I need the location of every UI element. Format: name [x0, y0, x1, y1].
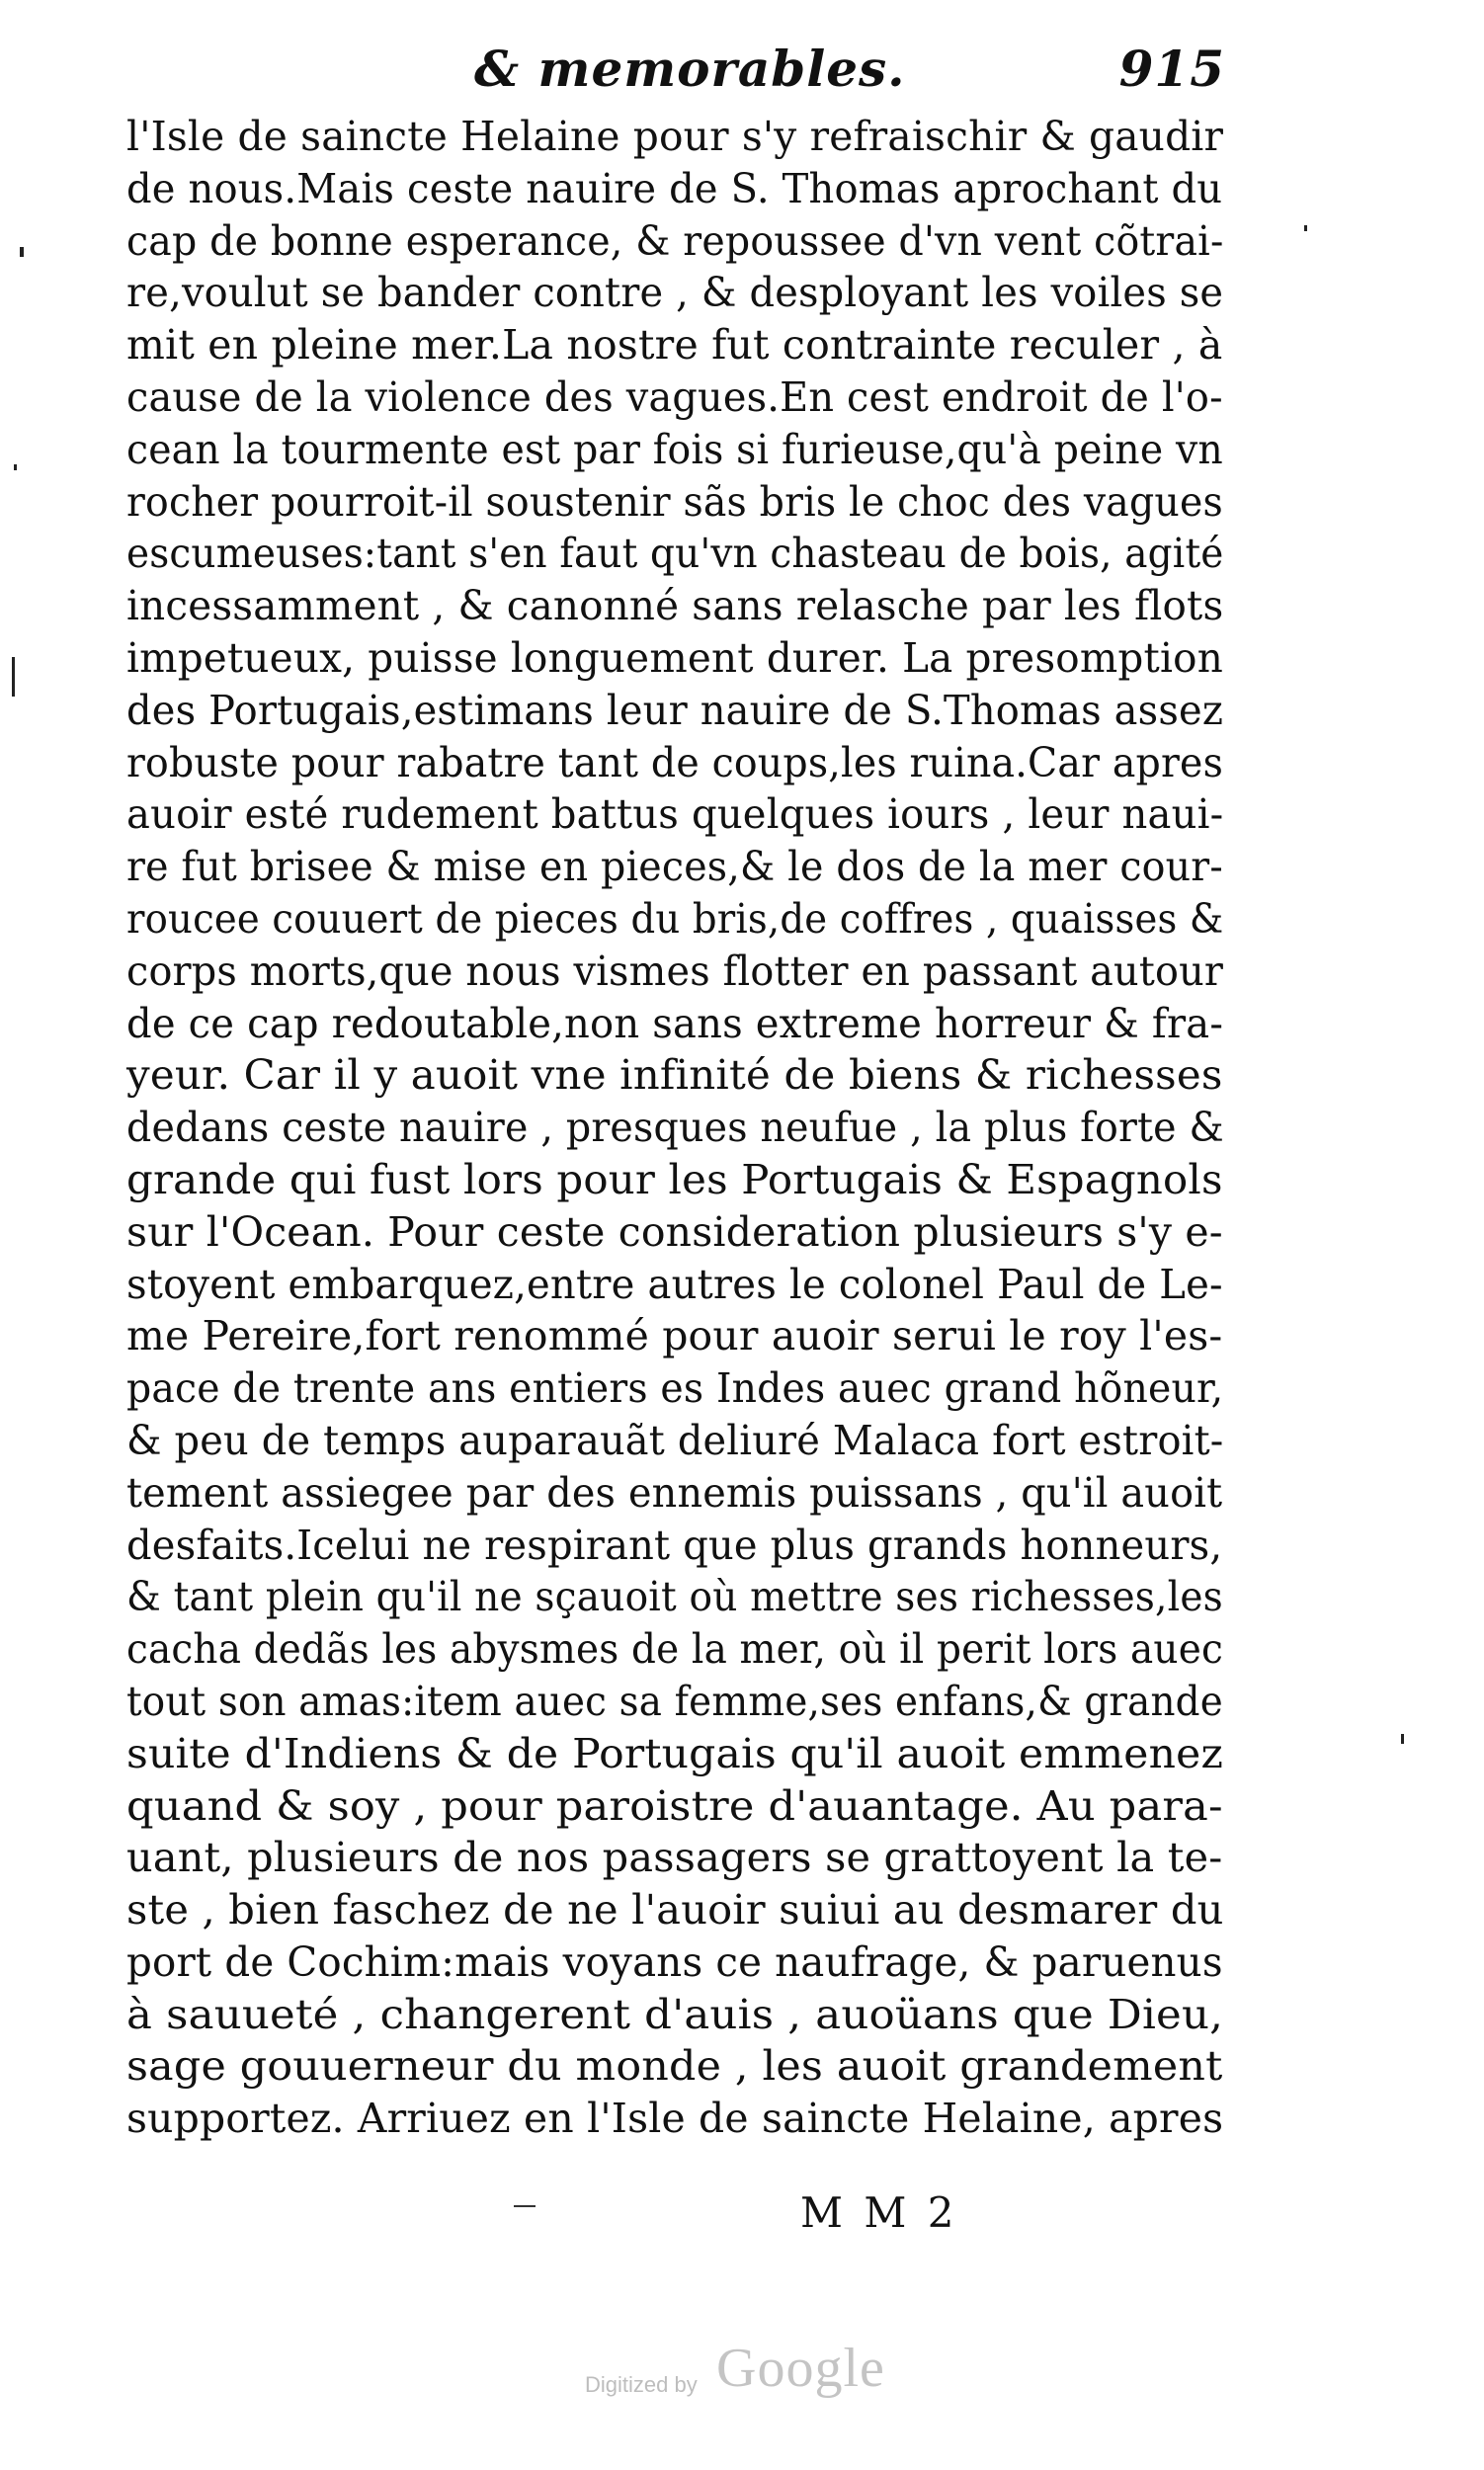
text-line: rocher pourroit-il soustenir sãs bris le choc des vagues — [126, 477, 1223, 526]
body-text — [126, 111, 1223, 2145]
signature-dash — [514, 2205, 536, 2207]
text-line: re fut brisee & mise en pieces,& le dos de la mer cour- — [126, 843, 1223, 891]
text-line: incessamment , & canonné sans relasche par les flots — [126, 582, 1224, 630]
text-line: & tant plein qu'il ne sçauoit où mettre ses richesses,les — [126, 1573, 1223, 1621]
text-line: quand & soy , pour paroistre d'auantage. Au para- — [126, 1781, 1223, 1830]
google-logo: Google — [716, 2338, 885, 2399]
text-line: me Pereire,fort renommé pour auoir serui le roy l'es- — [126, 1312, 1223, 1360]
digitized-by-google-watermark — [585, 2337, 921, 2406]
running-head-title: & memorables. — [474, 40, 906, 98]
text-line: desfaits.Icelui ne respirant que plus grands honneurs, — [126, 1521, 1223, 1569]
text-line: de nous.Mais ceste nauire de S. Thomas aprochant du — [126, 164, 1223, 212]
text-line: escumeuses:tant s'en faut qu'vn chasteau de bois, agité — [126, 530, 1224, 578]
margin-speck — [14, 464, 17, 470]
text-line: suite d'Indiens & de Portugais qu'il auoit emmenez — [126, 1729, 1224, 1777]
text-line: cacha dedãs les abysmes de la mer, où il perit lors auec — [126, 1625, 1223, 1674]
text-line: pace de trente ans entiers es Indes auec grand hõneur, — [126, 1364, 1224, 1413]
text-line: des Portugais,estimans leur nauire de S.Thomas assez — [126, 686, 1224, 734]
text-line: dedans ceste nauire , presques neufue , la plus forte & — [126, 1104, 1224, 1152]
text-line: ste , bien faschez de ne l'auoir suiui au desmarer du — [126, 1886, 1224, 1935]
margin-speck — [12, 657, 15, 697]
text-line: auoir esté rudement battus quelques iours , leur naui- — [126, 790, 1224, 839]
text-line: cean la tourmente est par fois si furieuse,qu'à peine vn — [126, 425, 1223, 473]
text-line: yeur. Car il y auoit vne infinité de biens & richesses — [126, 1051, 1223, 1100]
text-line: l'Isle de saincte Helaine pour s'y refraischir & gaudir — [126, 113, 1224, 160]
text-line: grande qui fust lors pour les Portugais & Espagnols — [126, 1155, 1223, 1203]
text-line: uant, plusieurs de nos passagers se grattoyent la te- — [126, 1834, 1223, 1882]
text-line: supportez. Arriuez en l'Isle de saincte Helaine, apres — [126, 2095, 1224, 2143]
signature-mark: M M 2 — [800, 2188, 958, 2237]
running-head — [435, 40, 1225, 109]
text-line: impetueux, puisse longuement durer. La presomption — [126, 633, 1223, 682]
text-line: de ce cap redoutable,non sans extreme horreur & fra- — [126, 999, 1224, 1047]
text-line: corps morts,que nous vismes flotter en passant autour — [126, 947, 1224, 995]
text-line: cap de bonne esperance, & repoussee d'vn vent cõtrai- — [126, 216, 1224, 265]
text-line: tout son amas:item auec sa femme,ses enfans,& grande — [126, 1677, 1223, 1725]
text-line: à sauueté , changerent d'auis , auoüans que Dieu, — [126, 1990, 1224, 2038]
text-line: port de Cochim:mais voyans ce naufrage, & paruenus — [126, 1937, 1223, 1986]
text-line: robuste pour rabatre tant de coups,les ruina.Car apres — [126, 738, 1224, 786]
text-line: mit en pleine mer.La nostre fut contrainte reculer , à — [126, 321, 1223, 370]
text-line: sage gouuerneur du monde , les auoit grandement — [126, 2042, 1223, 2091]
text-line: & peu de temps auparauãt deliuré Malaca fort estroit- — [126, 1416, 1224, 1464]
text-line: stoyent embarquez,entre autres le colonel Paul de Le- — [126, 1260, 1223, 1308]
margin-speck — [1304, 225, 1307, 231]
text-line: roucee couuert de pieces du bris,de coffres , quaisses & — [126, 894, 1224, 943]
page-number: 915 — [1118, 40, 1225, 98]
watermark-prefix: Digitized by — [585, 2372, 698, 2397]
margin-speck — [1401, 1734, 1404, 1744]
text-line: tement assiegee par des ennemis puissans , qu'il auoit — [126, 1468, 1223, 1517]
text-line: re,voulut se bander contre , & desployant les voiles se — [126, 269, 1224, 317]
text-line: cause de la violence des vagues.En cest endroit de l'o- — [126, 372, 1223, 421]
text-line: sur l'Ocean. Pour ceste consideration plusieurs s'y e- — [126, 1207, 1223, 1256]
margin-speck — [20, 247, 24, 257]
